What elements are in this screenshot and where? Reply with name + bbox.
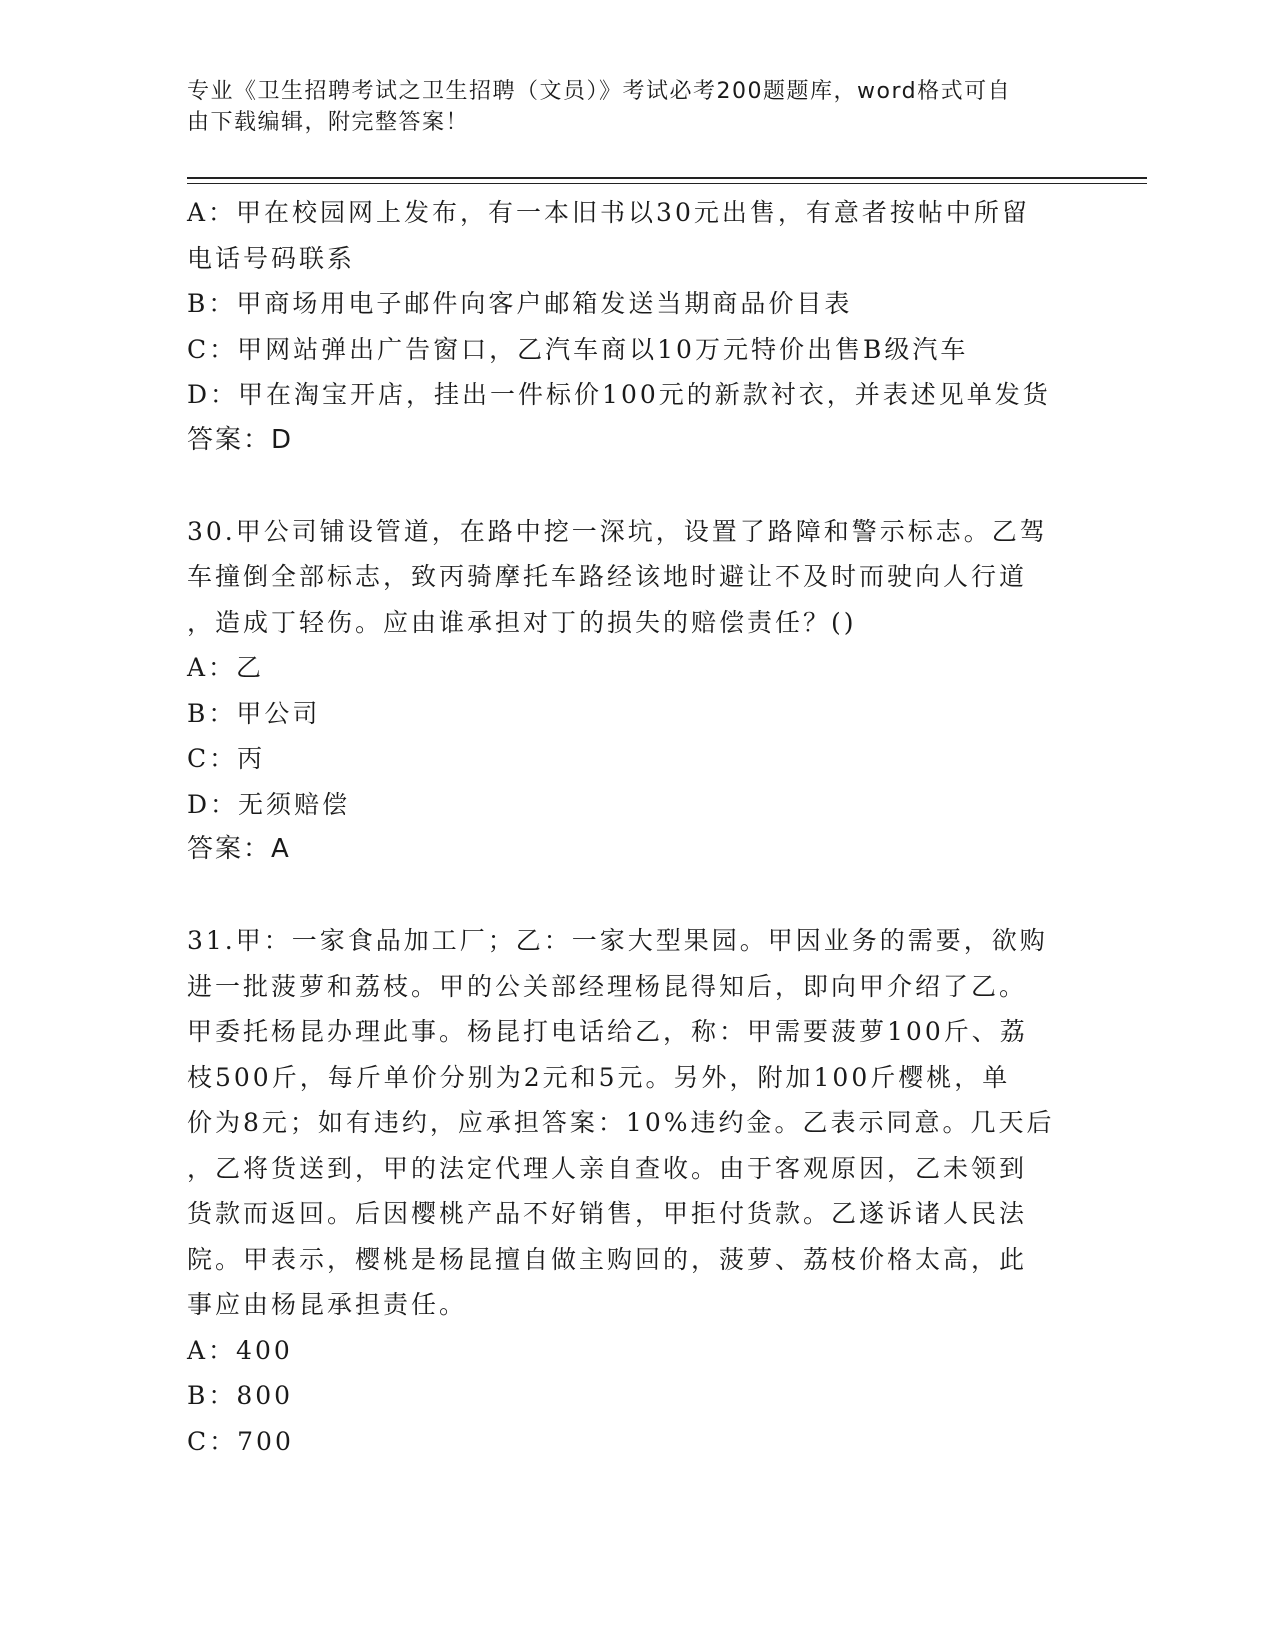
question-stem-line-2: 车撞倒全部标志，致丙骑摩托车路经该地时避让不及时而驶向人行道 [187,562,1028,591]
option-a-line-1: A：甲在校园网上发布，有一本旧书以30元出售，有意者按帖中所留 [187,198,1030,227]
question-stem-line-7: 货款而返回。后因樱桃产品不好销售，甲拒付货款。乙遂诉诸人民法 [187,1199,1028,1228]
header-line-2: 由下载编辑，附完整答案！ [187,110,470,135]
question-stem-line-1: 31.甲：一家食品加工厂；乙：一家大型果园。甲因业务的需要，欲购 [187,926,1048,955]
spacer [187,463,1087,509]
question-stem-line-6: ，乙将货送到，甲的法定代理人亲自查收。由于客观原因，乙未领到 [187,1153,1028,1183]
option-b: B：800 [187,1381,294,1410]
question-stem-line-4: 枝500斤，每斤单价分别为2元和5元。另外，附加100斤樱桃，单 [187,1062,1011,1092]
option-b: B：甲商场用电子邮件向客户邮箱发送当期商品价目表 [187,289,853,318]
question-stem-line-1: 30.甲公司铺设管道，在路中挖一深坑，设置了路障和警示标志。乙驾 [187,516,1048,546]
option-a: A：乙 [187,653,265,682]
option-c: C：甲网站弹出广告窗口，乙汽车商以10万元特价出售B级汽车 [187,334,969,364]
spacer [187,873,1087,919]
question-30 [187,509,1087,873]
option-d: D：甲在淘宝开店，挂出一件标价100元的新款衬衣，并表述见单发货 [187,380,1051,409]
question-31 [187,918,1087,1464]
document-header [187,76,1067,138]
answer-label: 答案：A [187,834,291,864]
option-a-line-2: 电话号码联系 [187,243,356,273]
question-previous [187,190,1087,463]
option-c: C：丙 [187,744,266,773]
question-stem-line-9: 事应由杨昆承担责任。 [187,1290,468,1319]
header-rule-thin [187,183,1147,184]
question-stem-line-3: ，造成丁轻伤。应由谁承担对丁的损失的赔偿责任？() [187,607,857,637]
option-c: C：700 [187,1426,294,1456]
question-stem-line-3: 甲委托杨昆办理此事。杨昆打电话给乙，称：甲需要菠萝100斤、荔 [187,1017,1028,1046]
option-b: B：甲公司 [187,698,321,728]
header-rule-thick [187,177,1147,179]
option-a: A：400 [187,1335,293,1365]
question-stem-line-2: 进一批菠萝和荔枝。甲的公关部经理杨昆得知后，即向甲介绍了乙。 [187,971,1028,1001]
option-d: D：无须赔偿 [187,789,351,819]
question-stem-line-5: 价为8元；如有违约，应承担答案：10%违约金。乙表示同意。几天后 [187,1108,1055,1137]
question-stem-line-8: 院。甲表示，樱桃是杨昆擅自做主购回的，菠萝、荔枝价格太高，此 [187,1244,1028,1274]
question-content [187,190,1087,1464]
answer-label: 答案：D [187,424,294,455]
header-line-1: 专业《卫生招聘考试之卫生招聘（文员）》考试必考200题题库，word格式可自 [187,79,1012,104]
